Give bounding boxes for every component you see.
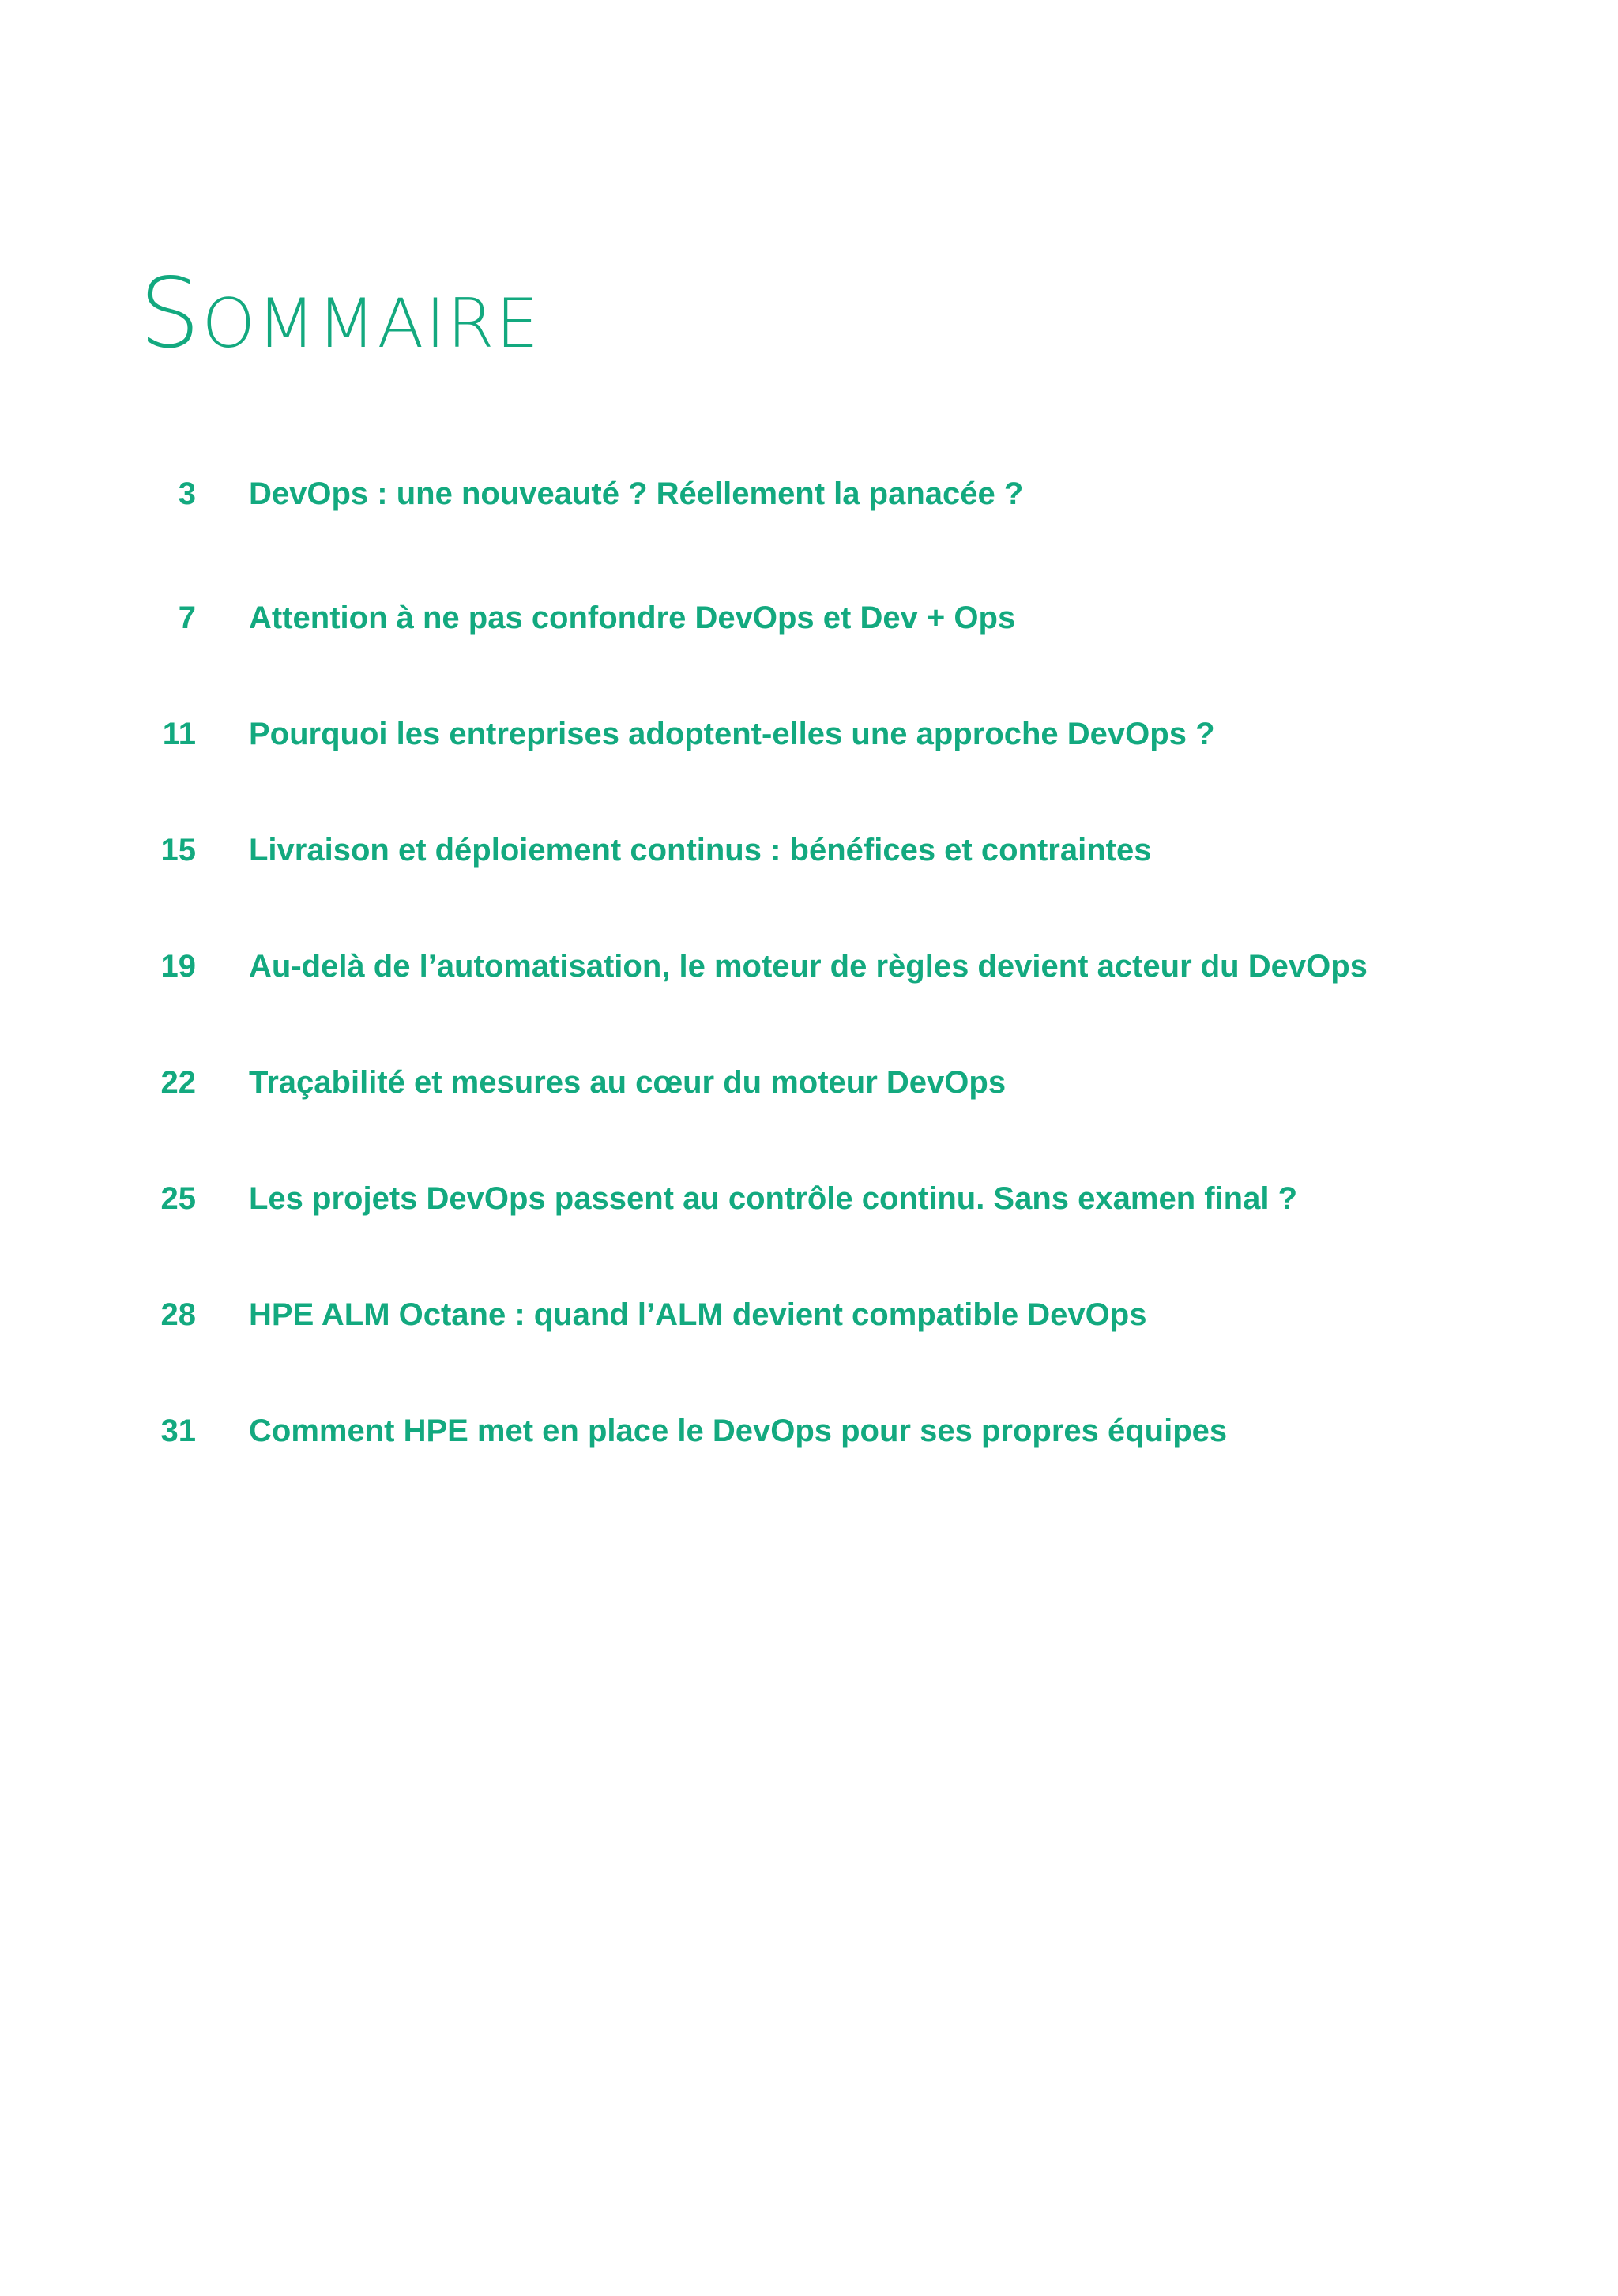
page-title-initial: S xyxy=(139,258,202,370)
toc-entry[interactable] xyxy=(0,1171,1618,1226)
toc-entry[interactable] xyxy=(0,939,1618,994)
toc-page-number: 19 xyxy=(160,949,196,984)
toc-entry-title: Attention à ne pas confondre DevOps et Dev + Ops xyxy=(249,600,1016,635)
toc-entry-title: Les projets DevOps passent au contrôle continu. Sans examen final ? xyxy=(249,1181,1298,1216)
toc-page-number: 3 xyxy=(178,476,196,511)
toc-entry[interactable] xyxy=(0,822,1618,878)
toc-entry[interactable] xyxy=(0,466,1618,521)
toc-entry-title: Au-delà de l’automatisation, le moteur de règles devient acteur du DevOps xyxy=(249,949,1368,984)
toc-entry[interactable] xyxy=(0,706,1618,762)
toc-page-number: 31 xyxy=(160,1413,196,1448)
toc-page-number: 25 xyxy=(160,1181,196,1216)
toc-page-number: 11 xyxy=(162,717,196,751)
toc-entry[interactable] xyxy=(0,1287,1618,1342)
toc-page-number: 7 xyxy=(178,600,196,635)
toc-entry[interactable] xyxy=(0,1055,1618,1110)
toc-page-number: 22 xyxy=(160,1065,196,1100)
toc-entry-title: HPE ALM Octane : quand l’ALM devient compatible DevOps xyxy=(249,1297,1147,1332)
toc-entry-title: DevOps : une nouveauté ? Réellement la panacée ? xyxy=(249,476,1024,511)
toc-entry-title: Pourquoi les entreprises adoptent-elles une approche DevOps ? xyxy=(249,717,1215,751)
toc-entry-title: Traçabilité et mesures au cœur du moteur DevOps xyxy=(249,1065,1007,1100)
toc-page-number: 15 xyxy=(160,833,196,868)
toc-entry[interactable] xyxy=(0,590,1618,646)
page-title-rest: OMMAIRE xyxy=(201,284,540,363)
page-title xyxy=(139,258,540,370)
toc-entry-title: Comment HPE met en place le DevOps pour ses propres équipes xyxy=(249,1413,1228,1448)
toc-page-number: 28 xyxy=(160,1297,196,1332)
toc-entry[interactable] xyxy=(0,1403,1618,1459)
toc-entry-title: Livraison et déploiement continus : bénéfices et contraintes xyxy=(249,833,1152,868)
